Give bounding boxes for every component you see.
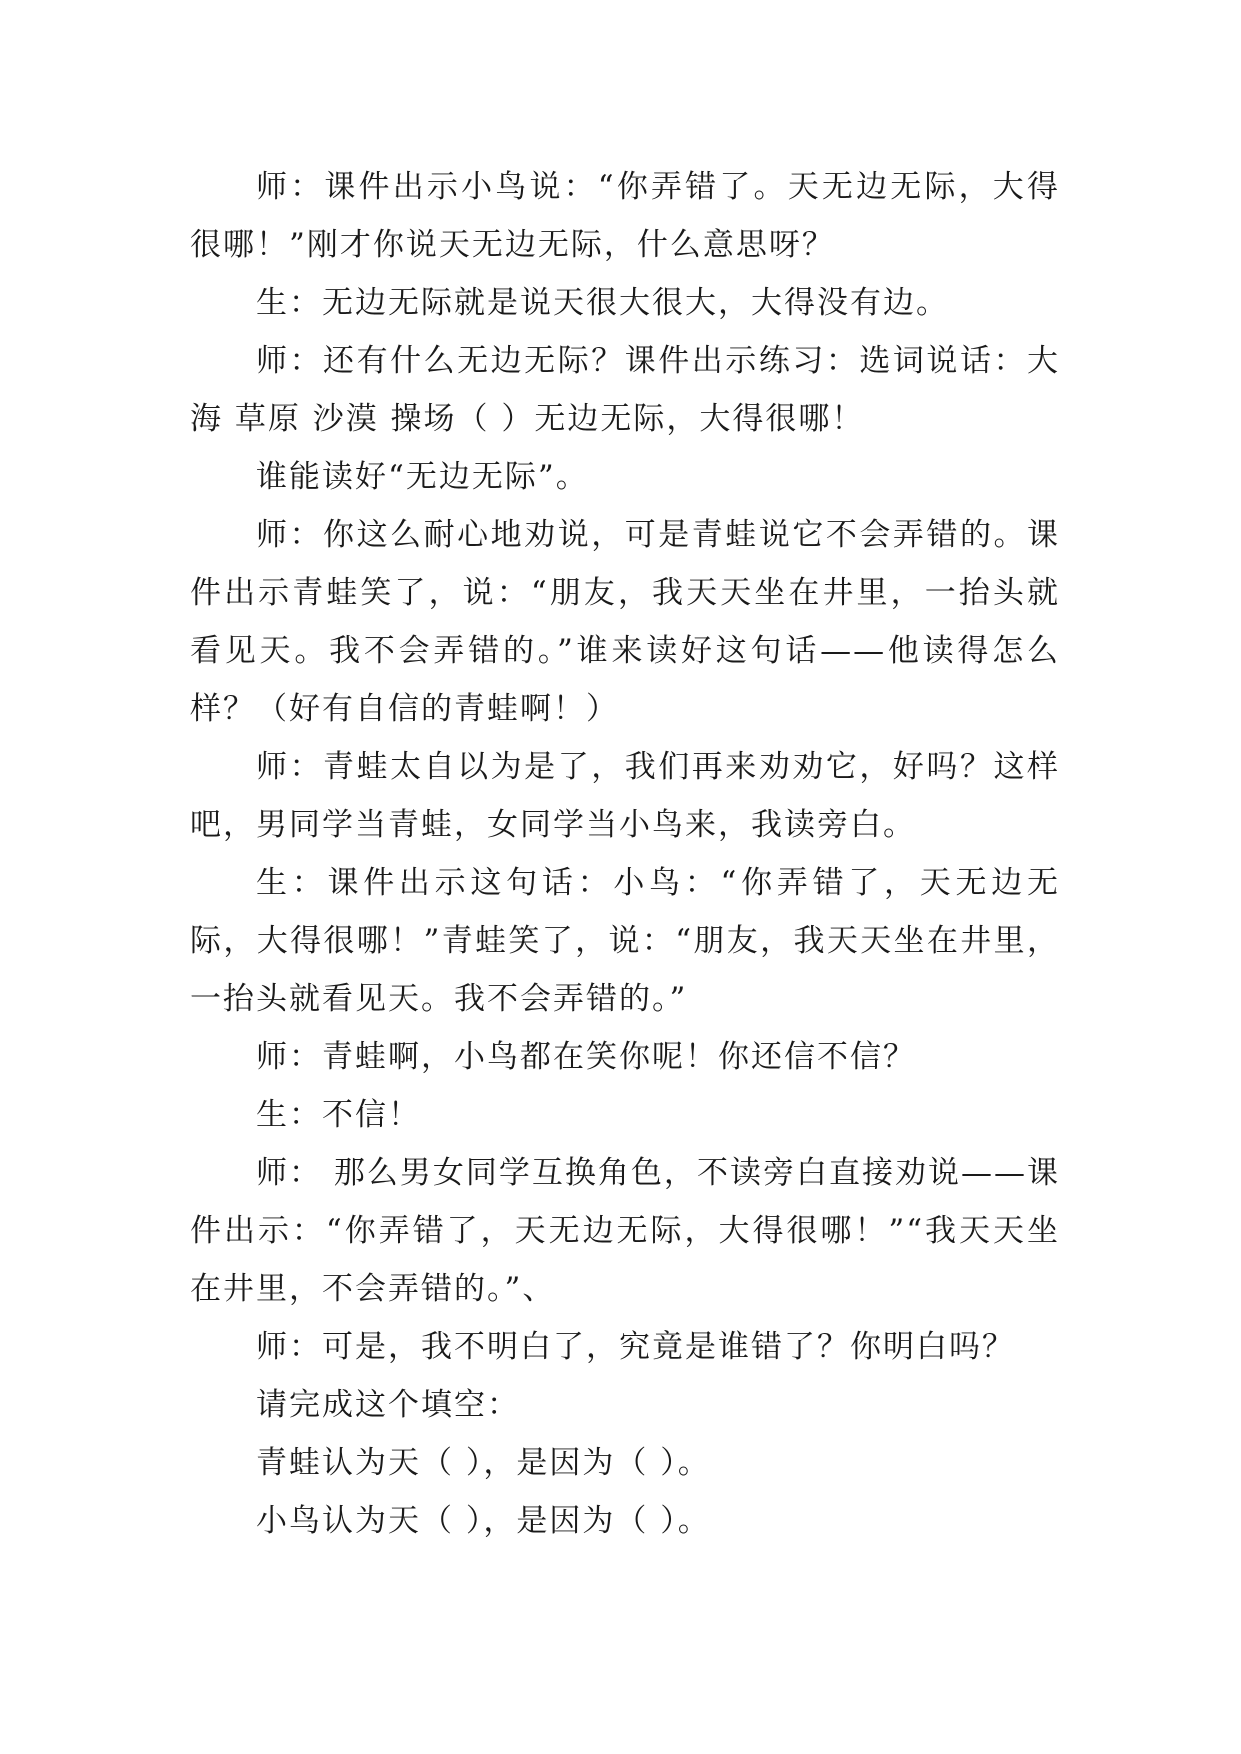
paragraph-teacher-bird-says: 师：课件出示小鸟说：“你弄错了。天无边无际，大得很哪！”刚才你说天无边无际，什么意思呀？ (190, 169, 1060, 263)
paragraph-student-meaning: 生：无边无际就是说天很大很大，大得没有边。 (256, 285, 949, 321)
paragraph-fill-blank-bird: 小鸟认为天（ ），是因为（ ）。 (256, 1503, 711, 1539)
paragraph-teacher-roles: 师：青蛙太自以为是了，我们再来劝劝它，好吗？这样吧，男同学当青蛙，女同学当小鸟来，我读旁白。 (190, 749, 1060, 843)
paragraph-student-no: 生：不信！ (256, 1097, 421, 1133)
paragraph-teacher-frog-laughs: 师：你这么耐心地劝说，可是青蛙说它不会弄错的。课件出示青蛙笑了，说：“朋友，我天天坐在井里，一抬头就看见天。我不会弄错的。”谁来读好这句话——他读得怎么样？（好有自信的青蛙啊！） (190, 517, 1060, 727)
paragraph-teacher-swap-roles: 师： 那么男女同学互换角色，不读旁白直接劝说——课件出示：“你弄错了，天无边无际，大得很哪！”“我天天坐在井里，不会弄错的。”、 (190, 1155, 1060, 1307)
paragraph-fill-blank-frog: 青蛙认为天（ ），是因为（ ）。 (256, 1445, 711, 1481)
paragraph-teacher-believe: 师：青蛙啊，小鸟都在笑你呢！你还信不信？ (256, 1039, 916, 1075)
paragraph-student-dialogue: 生：课件出示这句话：小鸟：“你弄错了，天无边无际，大得很哪！”青蛙笑了，说：“朋友，我天天坐在井里，一抬头就看见天。我不会弄错的。” (190, 865, 1060, 1017)
paragraph-who-reads: 谁能读好“无边无际”。 (256, 459, 589, 495)
document-body (190, 158, 1060, 1550)
paragraph-teacher-exercise: 师：还有什么无边无际？课件出示练习：选词说话：大海 草原 沙漠 操场（ ）无边无际，大得很哪！ (190, 343, 1060, 437)
paragraph-fill-blank-prompt: 请完成这个填空： (256, 1387, 520, 1423)
paragraph-teacher-who-wrong: 师：可是，我不明白了，究竟是谁错了？你明白吗？ (256, 1329, 1015, 1365)
